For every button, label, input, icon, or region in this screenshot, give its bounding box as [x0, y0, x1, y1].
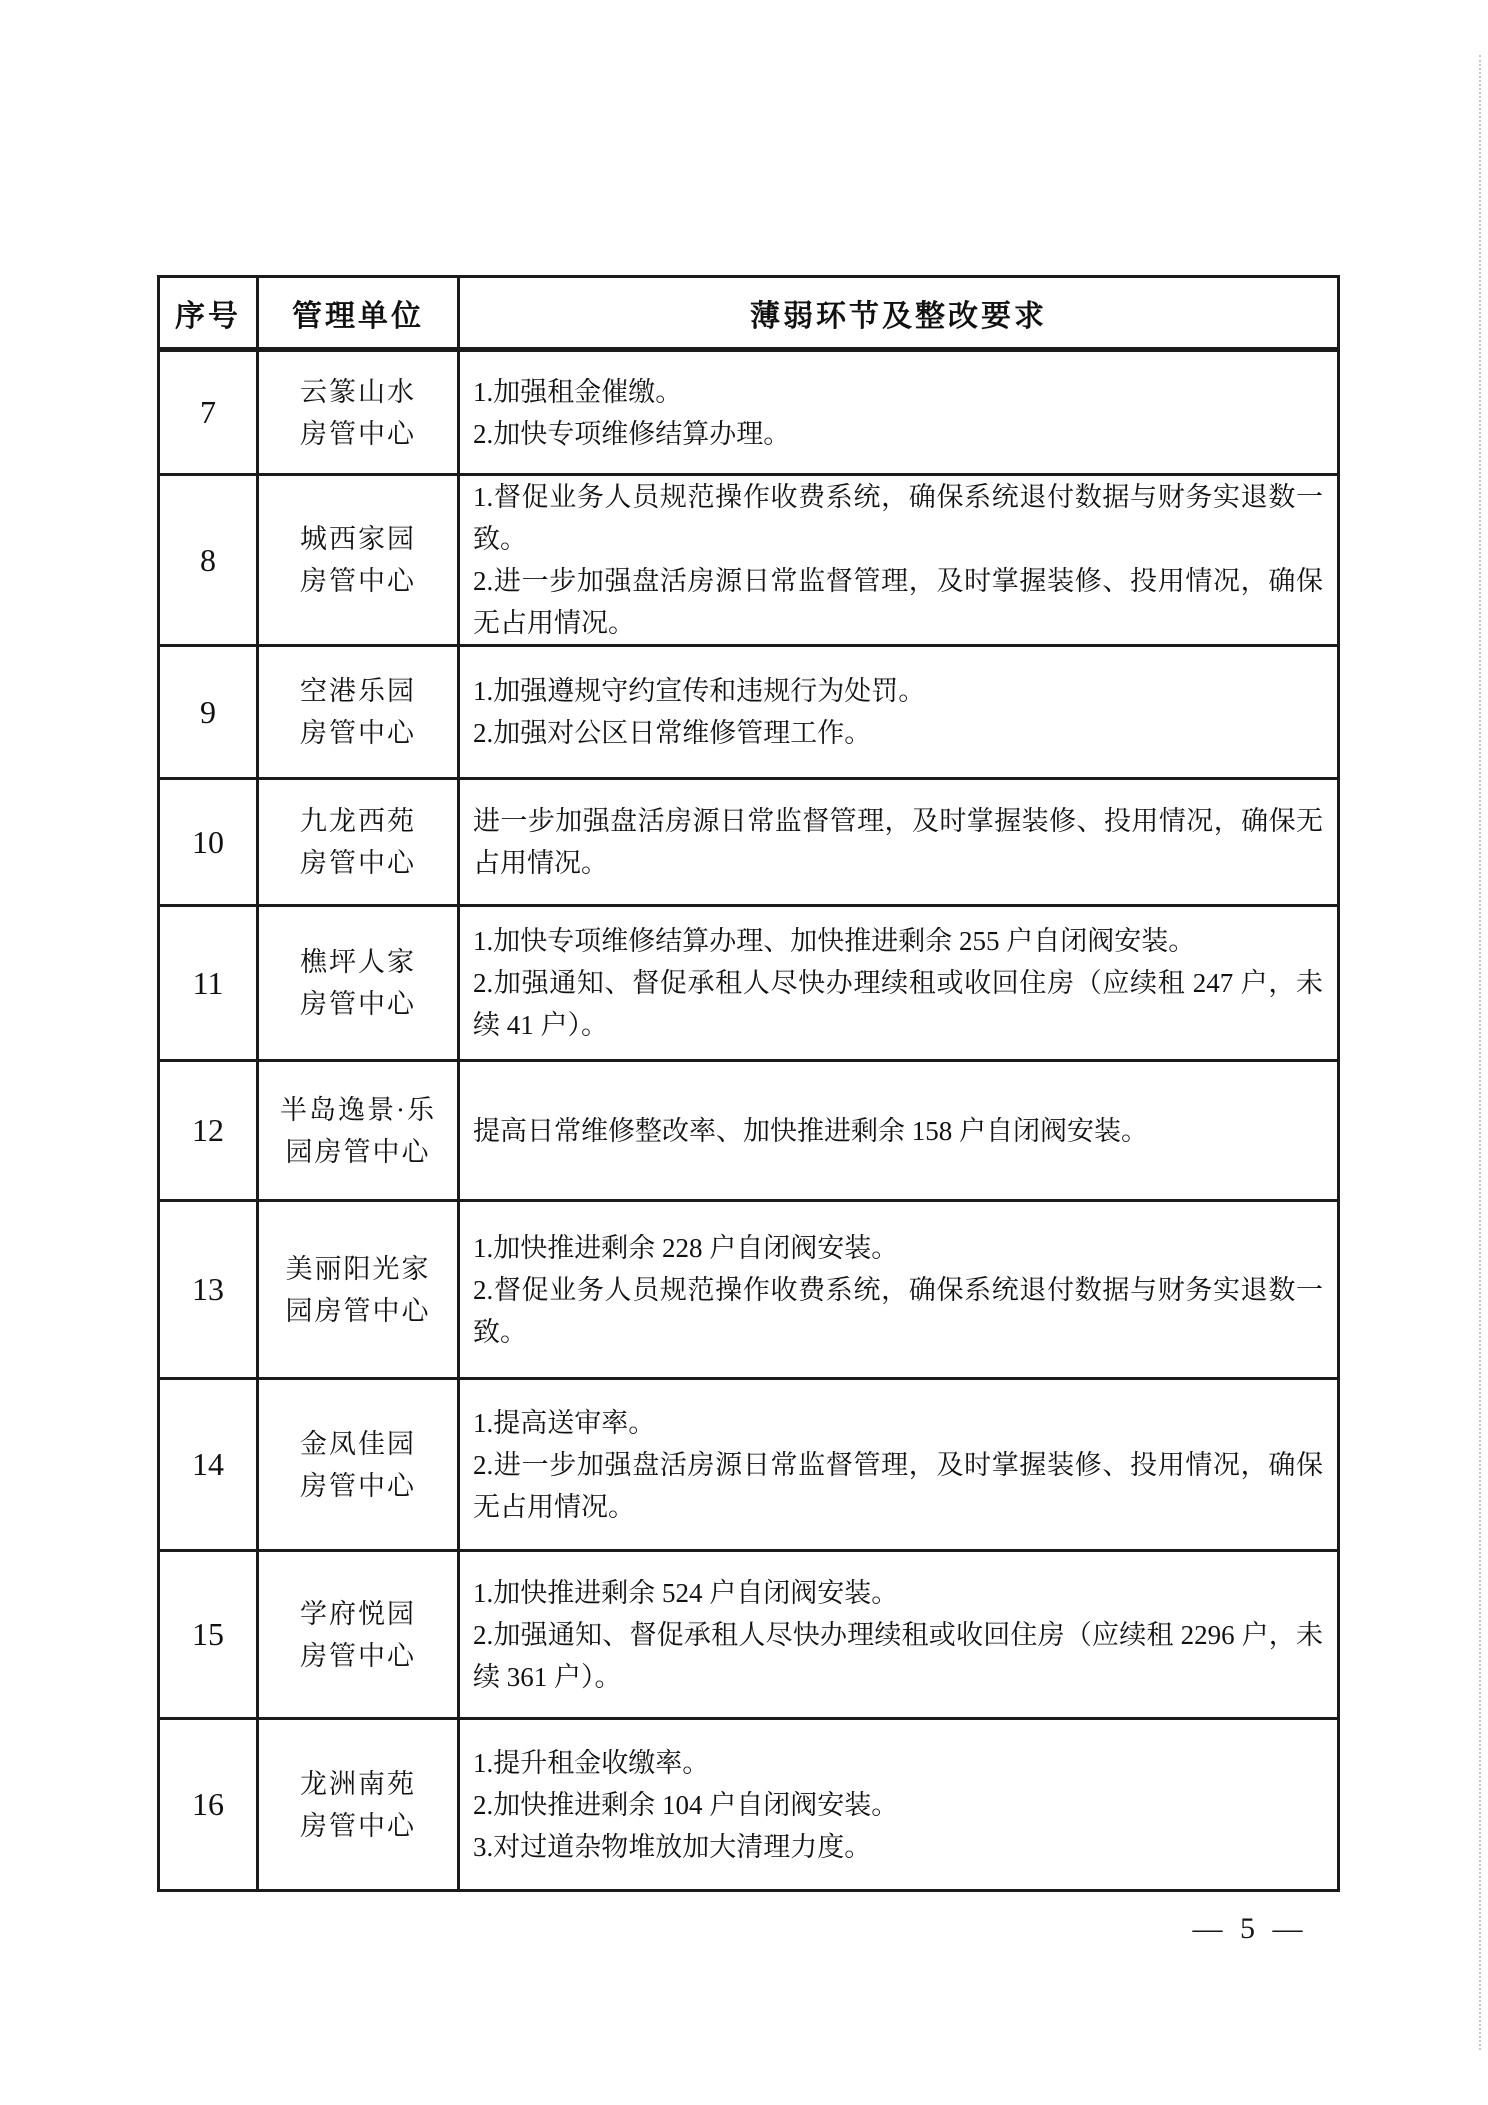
- management-unit-line: 空港乐园: [300, 676, 416, 706]
- management-unit-line: 九龙西苑: [300, 806, 416, 836]
- requirements-cell: [459, 906, 1339, 1061]
- management-unit-line: 园房管中心: [285, 1295, 431, 1326]
- table-row: [159, 646, 1339, 779]
- management-unit-cell: [258, 646, 459, 779]
- management-unit-line: 房管中心: [300, 1470, 416, 1501]
- requirement-item: 提高日常维修整改率、加快推进剩余 158 户自闭阀安装。: [473, 1115, 1148, 1146]
- requirement-item: 2.加快推进剩余 104 户自闭阀安装。: [473, 1789, 899, 1820]
- management-unit-line: 城西家园: [300, 524, 416, 554]
- scan-artifact-line: [1479, 55, 1481, 2050]
- row-index: 13: [159, 1201, 258, 1379]
- table-row: [159, 1379, 1339, 1551]
- col-header-index: 序号: [159, 277, 258, 350]
- page-number: — 5 —: [1192, 1912, 1308, 1945]
- row-index: 7: [159, 350, 258, 475]
- rectification-table: [157, 275, 1340, 1892]
- row-index: 8: [159, 475, 258, 646]
- table-row: [159, 906, 1339, 1061]
- requirement-item: 进一步加强盘活房源日常监督管理，及时掌握装修、投用情况，确保无占用情况。: [473, 806, 1323, 878]
- requirement-item: 1.提升租金收缴率。: [473, 1747, 710, 1778]
- table-row: [159, 475, 1339, 646]
- management-unit-line: 云篆山水: [300, 376, 416, 407]
- requirement-item: 2.加强通知、督促承租人尽快办理续租或收回住房（应续租 247 户，未续 41 户）。: [473, 968, 1323, 1040]
- management-unit-cell: [258, 1719, 459, 1891]
- management-unit-line: 房管中心: [300, 1810, 416, 1841]
- management-unit-line: 房管中心: [300, 848, 416, 878]
- requirements-cell: [459, 1379, 1339, 1551]
- row-index: 10: [159, 779, 258, 906]
- row-index: 11: [159, 906, 258, 1061]
- management-unit-cell: [258, 1201, 459, 1379]
- requirements-cell: [459, 350, 1339, 475]
- requirement-item: 3.对过道杂物堆放加大清理力度。: [473, 1831, 872, 1862]
- requirement-item: 2.督促业务人员规范操作收费系统，确保系统退付数据与财务实退数一致。: [473, 1274, 1323, 1347]
- management-unit-line: 房管中心: [300, 718, 416, 748]
- management-unit-cell: [258, 1551, 459, 1719]
- table-row: [159, 1719, 1339, 1891]
- requirements-cell: [459, 1719, 1339, 1891]
- management-unit-line: 园房管中心: [285, 1136, 431, 1167]
- table-row: [159, 779, 1339, 906]
- table-row: [159, 1061, 1339, 1201]
- management-unit-line: 樵坪人家: [300, 947, 416, 977]
- col-header-requirements: 薄弱环节及整改要求: [459, 277, 1339, 350]
- row-index: 12: [159, 1061, 258, 1201]
- management-unit-line: 金凤佳园: [300, 1428, 416, 1459]
- management-unit-cell: [258, 475, 459, 646]
- management-unit-cell: [258, 1379, 459, 1551]
- management-unit-line: 房管中心: [300, 566, 416, 596]
- requirement-item: 2.进一步加强盘活房源日常监督管理，及时掌握装修、投用情况，确保无占用情况。: [473, 566, 1323, 638]
- management-unit-cell: [258, 906, 459, 1061]
- management-unit-line: 半岛逸景·乐: [280, 1094, 436, 1125]
- management-unit-cell: [258, 1061, 459, 1201]
- management-unit-line: 美丽阳光家: [285, 1253, 431, 1284]
- management-unit-line: 学府悦园: [300, 1598, 416, 1629]
- table-row: [159, 1551, 1339, 1719]
- management-unit-line: 房管中心: [300, 418, 416, 449]
- row-index: 14: [159, 1379, 258, 1551]
- requirement-item: 1.督促业务人员规范操作收费系统，确保系统退付数据与财务实退数一致。: [473, 482, 1323, 554]
- row-index: 16: [159, 1719, 258, 1891]
- row-index: 9: [159, 646, 258, 779]
- requirement-item: 2.加快专项维修结算办理。: [473, 418, 791, 449]
- requirement-item: 1.加强租金催缴。: [473, 376, 683, 407]
- table-row: [159, 1201, 1339, 1379]
- requirement-item: 2.进一步加强盘活房源日常监督管理，及时掌握装修、投用情况，确保无占用情况。: [473, 1449, 1323, 1522]
- management-unit-line: 龙洲南苑: [300, 1768, 416, 1799]
- requirement-item: 1.提高送审率。: [473, 1407, 656, 1438]
- requirements-cell: [459, 646, 1339, 779]
- requirement-item: 1.加快推进剩余 228 户自闭阀安装。: [473, 1232, 899, 1263]
- requirement-item: 2.加强对公区日常维修管理工作。: [473, 718, 872, 748]
- management-unit-cell: [258, 779, 459, 906]
- requirements-cell: [459, 779, 1339, 906]
- requirement-item: 1.加快推进剩余 524 户自闭阀安装。: [473, 1577, 899, 1608]
- requirements-cell: [459, 1551, 1339, 1719]
- row-index: 15: [159, 1551, 258, 1719]
- requirement-item: 1.加强遵规守约宣传和违规行为处罚。: [473, 676, 926, 706]
- management-unit-line: 房管中心: [300, 1640, 416, 1671]
- table-header-row: [159, 277, 1339, 350]
- management-unit-line: 房管中心: [300, 989, 416, 1019]
- requirements-cell: [459, 475, 1339, 646]
- management-unit-cell: [258, 350, 459, 475]
- col-header-unit: 管理单位: [258, 277, 459, 350]
- requirements-cell: [459, 1201, 1339, 1379]
- table-row: [159, 350, 1339, 475]
- requirements-cell: [459, 1061, 1339, 1201]
- requirement-item: 2.加强通知、督促承租人尽快办理续租或收回住房（应续租 2296 户，未续 361 户）。: [473, 1619, 1323, 1692]
- requirement-item: 1.加快专项维修结算办理、加快推进剩余 255 户自闭阀安装。: [473, 926, 1196, 956]
